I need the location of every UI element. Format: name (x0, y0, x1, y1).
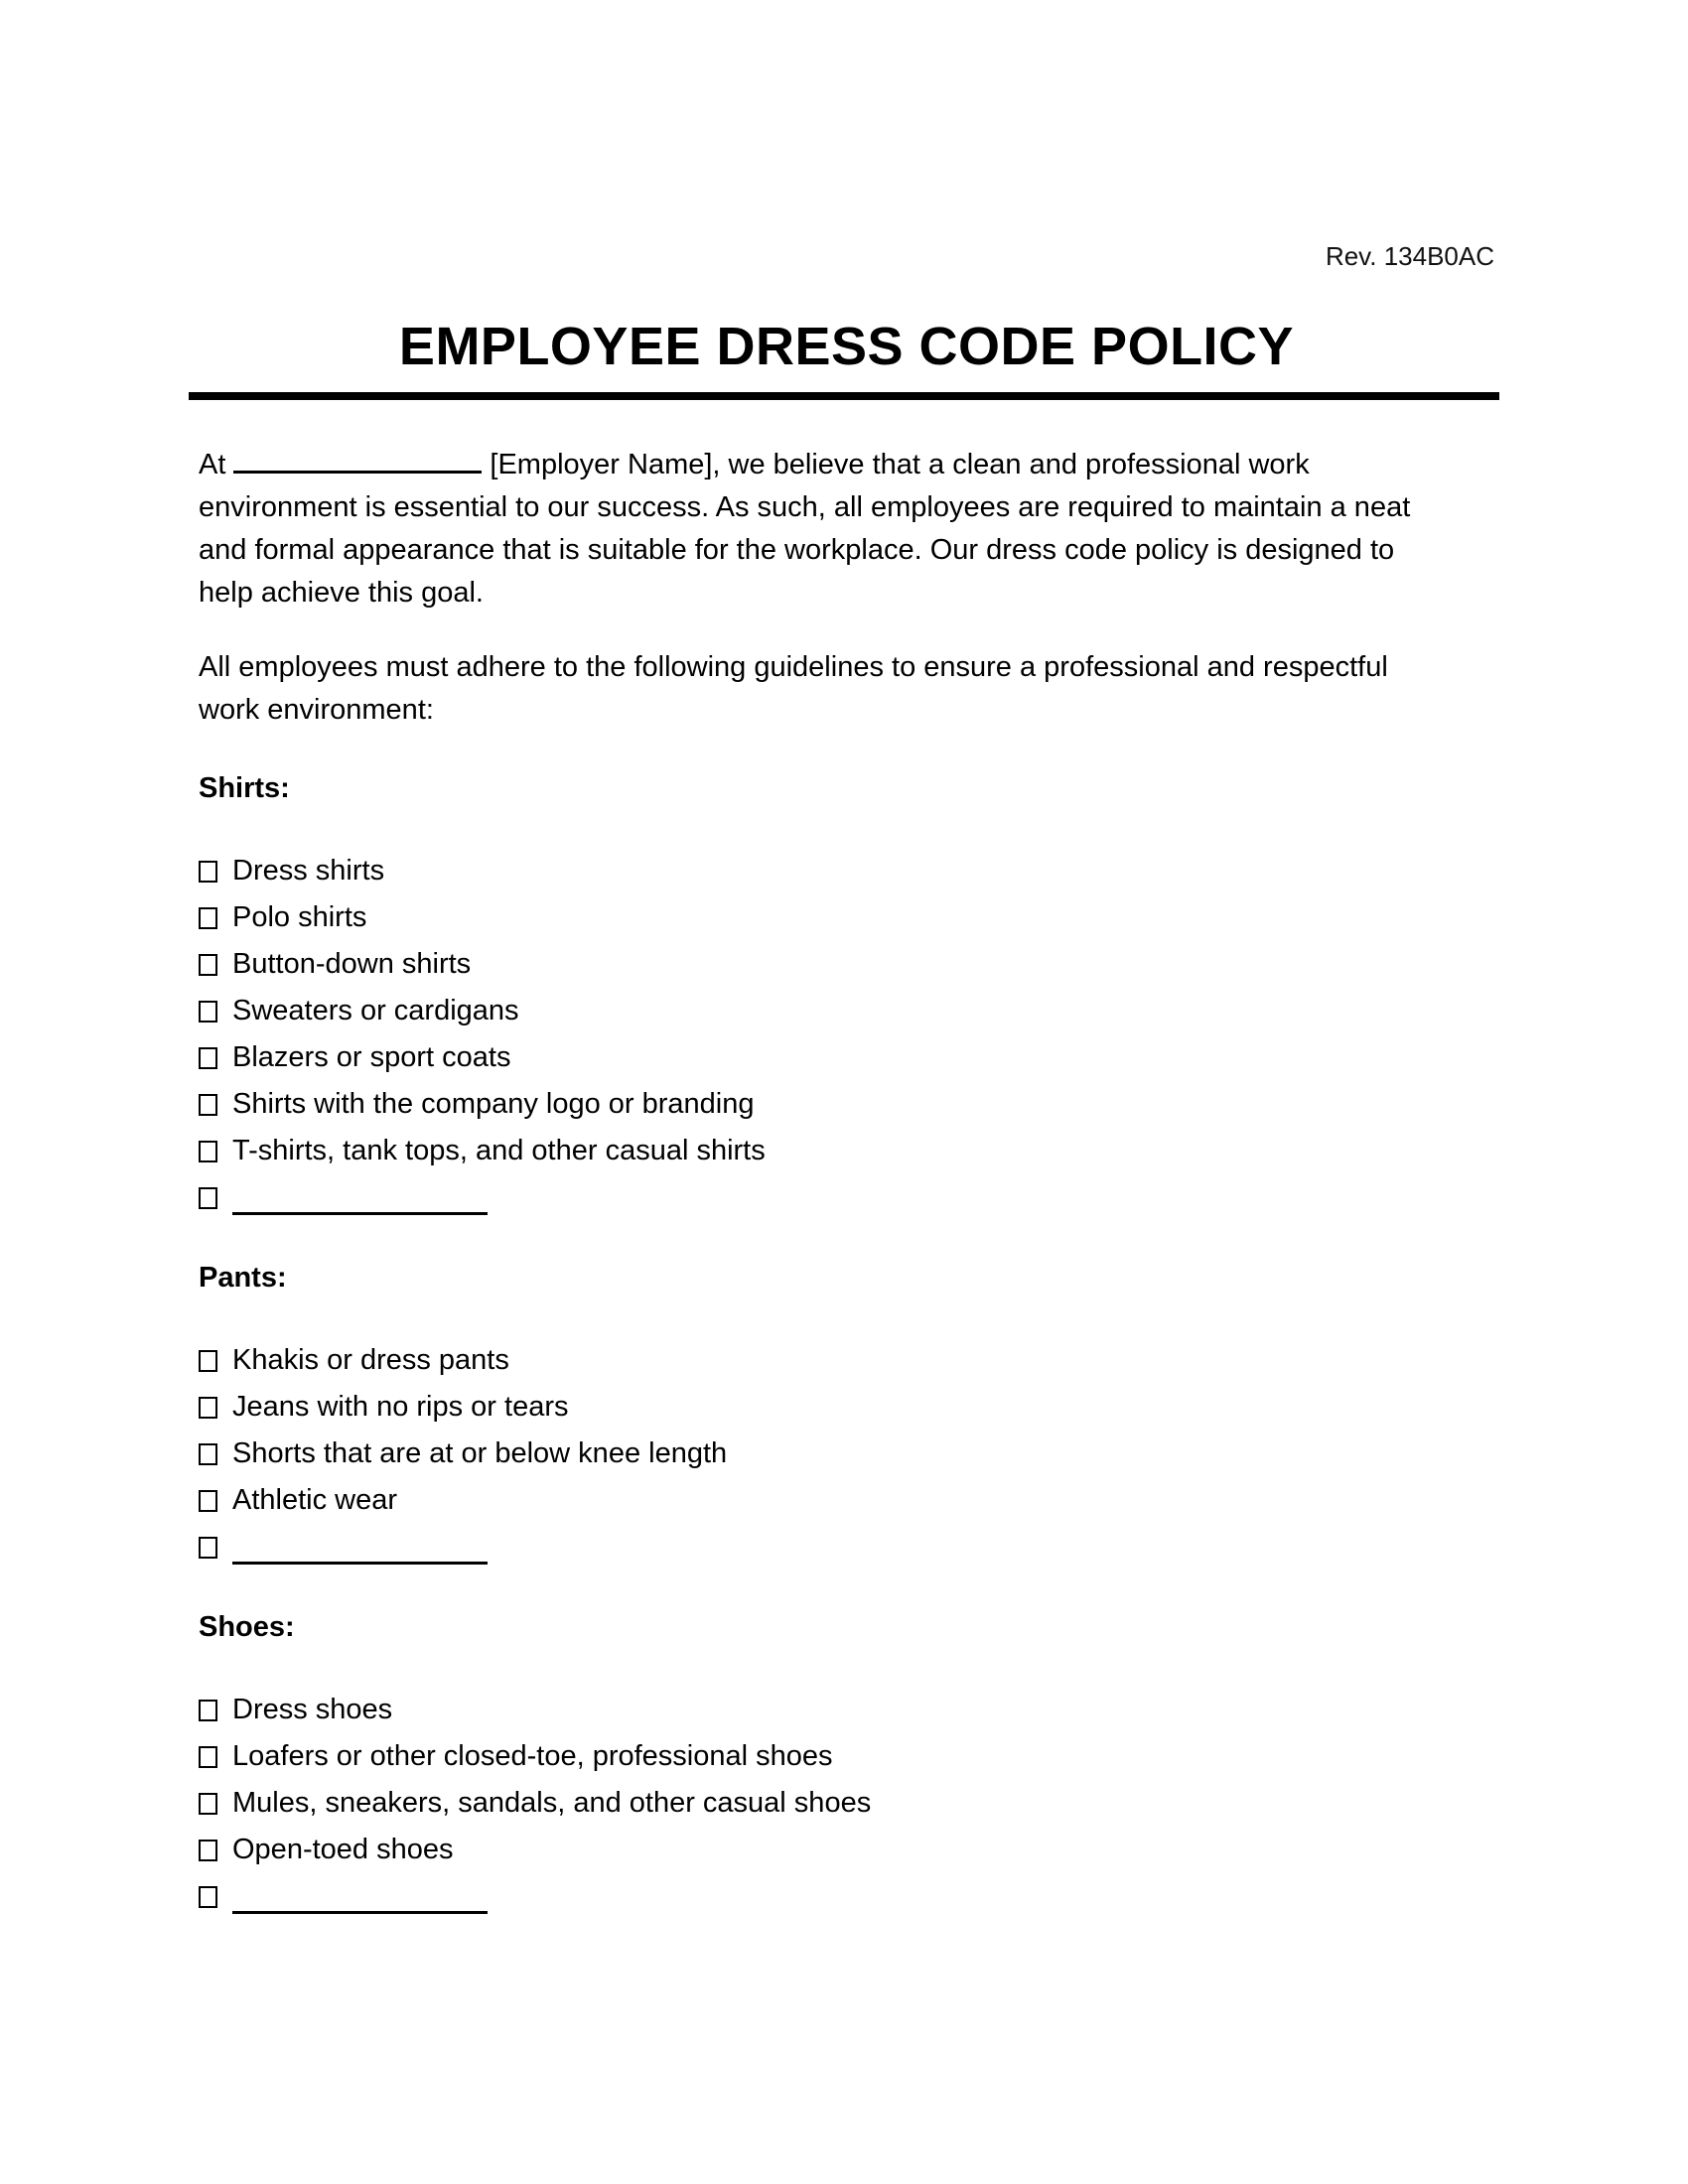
checkbox-icon[interactable] (199, 1746, 217, 1768)
intro-line-3: and formal appearance that is suitable for the workplace. Our dress code policy is designed to (199, 534, 1395, 566)
checkbox-icon[interactable] (199, 1141, 217, 1162)
checkbox-icon[interactable] (199, 1047, 217, 1069)
intro-line-4: help achieve this goal. (199, 577, 484, 609)
checklist-item: Dress shoes (199, 1687, 1494, 1733)
shirts-checklist (199, 848, 1494, 1221)
checkbox-icon[interactable] (199, 1350, 217, 1372)
shoes-checklist (199, 1687, 1494, 1920)
pants-checklist (199, 1337, 1494, 1570)
fill-in-blank[interactable] (232, 1885, 488, 1914)
checkbox-icon[interactable] (199, 907, 217, 929)
section-heading-shirts: Shirts: (199, 772, 290, 804)
checklist-item: T-shirts, tank tops, and other casual shirts (199, 1128, 1494, 1174)
checklist-item: Sweaters or cardigans (199, 988, 1494, 1034)
revision-label: Rev. 134B0AC (1325, 241, 1494, 271)
fill-in-blank[interactable] (232, 1536, 488, 1565)
checklist-item: Jeans with no rips or tears (199, 1384, 1494, 1431)
checkbox-icon[interactable] (199, 861, 217, 883)
intro-paragraph (199, 444, 1494, 614)
checklist-item: Athletic wear (199, 1477, 1494, 1524)
intro-line-1 (199, 444, 1494, 486)
checkbox-icon[interactable] (199, 1094, 217, 1116)
intro-line1-suffix: [Employer Name], we believe that a clean and professional work (490, 449, 1310, 480)
checklist-item-blank (199, 1524, 1494, 1570)
checkbox-icon[interactable] (199, 1537, 217, 1559)
checkbox-icon[interactable] (199, 954, 217, 976)
checklist-item-blank (199, 1174, 1494, 1221)
checklist-item: Button-down shirts (199, 941, 1494, 988)
checklist-item: Blazers or sport coats (199, 1034, 1494, 1081)
fill-in-blank[interactable] (232, 1186, 488, 1215)
checkbox-icon[interactable] (199, 1397, 217, 1419)
checklist-item: Khakis or dress pants (199, 1337, 1494, 1384)
section-shoes (199, 1606, 1494, 1920)
employer-name-blank[interactable] (233, 449, 482, 474)
checklist-item: Polo shirts (199, 894, 1494, 941)
checklist-item: Loafers or other closed-toe, professional shoes (199, 1733, 1494, 1780)
checkbox-icon[interactable] (199, 1840, 217, 1861)
checkbox-icon[interactable] (199, 1886, 217, 1908)
page-title: EMPLOYEE DRESS CODE POLICY (398, 317, 1295, 376)
section-shirts (199, 767, 1494, 1221)
checkbox-icon[interactable] (199, 1793, 217, 1815)
checkbox-icon[interactable] (199, 1443, 217, 1465)
checkbox-icon[interactable] (199, 1700, 217, 1721)
checkbox-icon[interactable] (199, 1001, 217, 1023)
checklist-item: Dress shirts (199, 848, 1494, 894)
section-heading-shoes: Shoes: (199, 1611, 295, 1643)
intro-line-2: environment is essential to our success. As such, all employees are required to maintain a neat (199, 491, 1411, 523)
checklist-item: Shirts with the company logo or branding (199, 1081, 1494, 1128)
checkbox-icon[interactable] (199, 1187, 217, 1209)
checklist-item: Shorts that are at or below knee length (199, 1431, 1494, 1477)
checkbox-icon[interactable] (199, 1490, 217, 1512)
section-pants (199, 1257, 1494, 1570)
guidelines-paragraph (199, 646, 1494, 732)
checklist-item: Open-toed shoes (199, 1827, 1494, 1873)
checklist-item: Mules, sneakers, sandals, and other casual shoes (199, 1780, 1494, 1827)
guidelines-line-2: work environment: (199, 694, 434, 726)
title-divider (189, 392, 1499, 400)
guidelines-line-1: All employees must adhere to the following guidelines to ensure a professional and respectful (199, 651, 1388, 683)
section-heading-pants: Pants: (199, 1262, 287, 1294)
checklist-item-blank (199, 1873, 1494, 1920)
intro-line1-prefix: At (199, 449, 226, 480)
